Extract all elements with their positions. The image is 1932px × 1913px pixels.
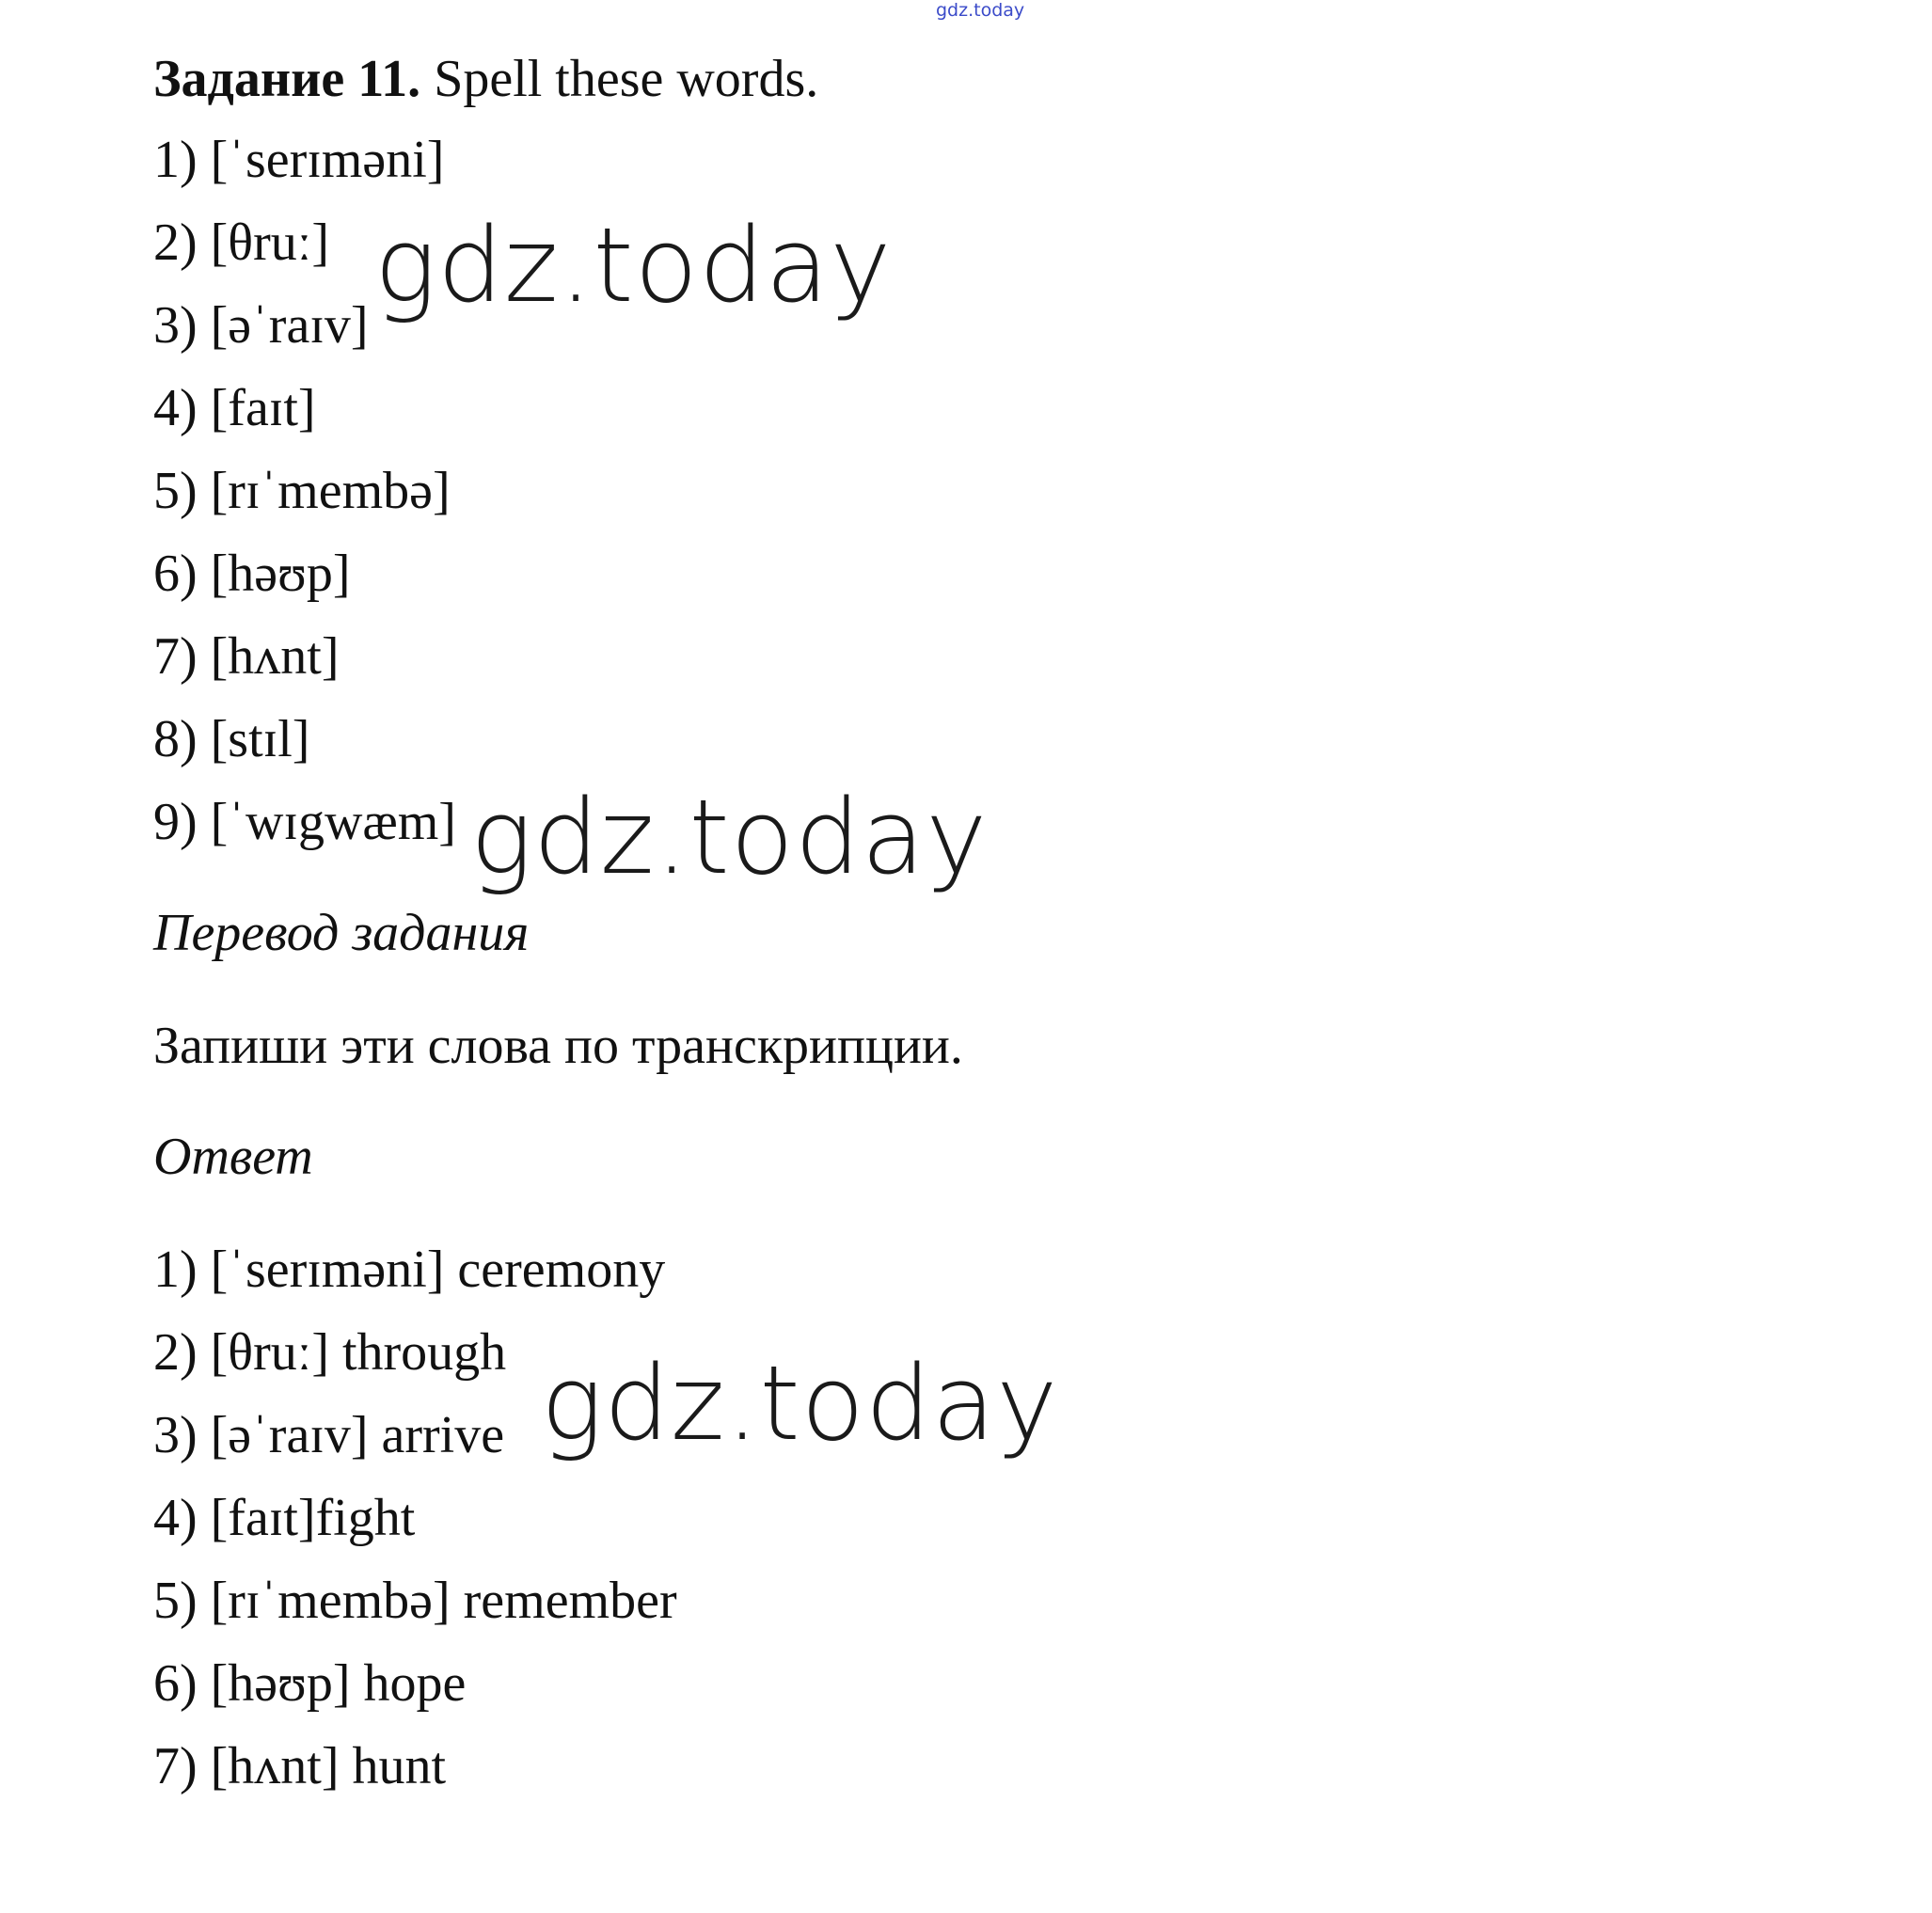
task-item: 7) [hʌnt] xyxy=(153,627,340,686)
task-item: 4) [faɪt] xyxy=(153,379,316,437)
task-heading xyxy=(153,49,818,109)
answer-label: Ответ xyxy=(153,1128,313,1186)
answer-item: 7) [hʌnt] hunt xyxy=(153,1737,447,1795)
task-item: 8) [stɪl] xyxy=(153,710,310,768)
watermark: gdz.today xyxy=(541,1343,1059,1463)
answer-item: 1) [ˈserɪməni] ceremony xyxy=(153,1241,666,1299)
watermark: gdz.today xyxy=(374,205,893,325)
task-item: 5) [rɪˈmembə] xyxy=(153,462,451,520)
answer-item: 3) [əˈraɪv] arrive xyxy=(153,1406,505,1464)
task-number: Задание 11. xyxy=(153,50,421,108)
task-item: 2) [θruː] xyxy=(153,213,329,272)
task-item: 3) [əˈraɪv] xyxy=(153,296,369,355)
task-instruction: Spell these words. xyxy=(420,50,819,108)
answer-item: 4) [faɪt]fight xyxy=(153,1489,416,1547)
task-item: 9) [ˈwɪgwæm] xyxy=(153,793,456,851)
top-watermark: gdz.today xyxy=(936,0,1025,21)
translation-text: Запиши эти слова по транскрипции. xyxy=(153,1017,963,1075)
task-item: 1) [ˈserɪməni] xyxy=(153,131,445,189)
watermark: gdz.today xyxy=(470,777,989,897)
answer-item: 5) [rɪˈmembə] remember xyxy=(153,1572,677,1630)
task-item: 6) [həʊp] xyxy=(153,545,351,603)
answer-item: 2) [θruː] through xyxy=(153,1323,507,1382)
answer-item: 6) [həʊp] hope xyxy=(153,1654,467,1713)
translation-label: Перевод задания xyxy=(153,904,530,962)
